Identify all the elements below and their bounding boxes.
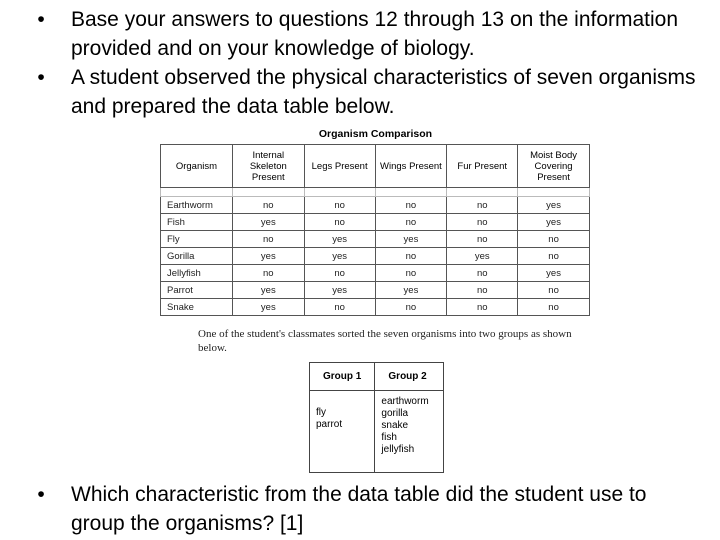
column-header: Internal Skeleton Present	[232, 145, 304, 188]
group-2-item: fish	[381, 432, 397, 443]
table-cell: no	[375, 248, 447, 265]
table-caption: Organism Comparison	[318, 128, 433, 140]
bullet-text: Base your answers to questions 12 through 13 on the information provided and on your knowledge of biology.	[71, 8, 679, 60]
organism-name-cell: Fly	[161, 231, 233, 248]
table-cell: yes	[304, 231, 375, 248]
group-2-cell	[375, 391, 444, 473]
group-2-header: Group 2	[375, 363, 444, 391]
table-cell: no	[447, 282, 518, 299]
group-2-item: snake	[381, 420, 409, 431]
table-cell: no	[304, 265, 375, 282]
table-cell: yes	[232, 282, 304, 299]
table-cell: yes	[518, 265, 590, 282]
table-cell: no	[518, 299, 590, 316]
table-row	[161, 231, 590, 248]
question-text: Which characteristic from the data table did the student use to group the organisms? [1]	[71, 483, 647, 535]
table-cell: no	[447, 299, 518, 316]
table-cell: no	[375, 299, 447, 316]
group-1-header: Group 1	[310, 363, 375, 391]
classmate-note: One of the student's classmates sorted the seven organisms into two groups as shown below.	[198, 328, 572, 354]
table-cell: no	[447, 231, 518, 248]
table-cell: yes	[518, 214, 590, 231]
question-bullets	[0, 480, 720, 538]
table-row	[161, 214, 590, 231]
table-cell: yes	[304, 282, 375, 299]
bullet-item	[0, 5, 720, 63]
column-header: Fur Present	[447, 145, 518, 188]
column-header: Wings Present	[375, 145, 447, 188]
bullet-dot: •	[37, 8, 45, 31]
table-cell: yes	[304, 248, 375, 265]
table-cell: no	[304, 197, 375, 214]
table-cell: yes	[375, 282, 447, 299]
table-cell: no	[375, 214, 447, 231]
table-cell: no	[304, 299, 375, 316]
table-row	[161, 248, 590, 265]
group-1-item: parrot	[316, 419, 343, 430]
table-cell: no	[518, 248, 590, 265]
groups-body-row	[310, 391, 444, 473]
table-row	[161, 197, 590, 214]
table-cell: yes	[518, 197, 590, 214]
organism-name-cell: Snake	[161, 299, 233, 316]
table-row	[161, 265, 590, 282]
table-cell: yes	[375, 231, 447, 248]
group-2-item: gorilla	[381, 408, 409, 419]
table-cell: yes	[232, 299, 304, 316]
group-2-item: earthworm	[381, 396, 429, 407]
organism-name-cell: Earthworm	[161, 197, 233, 214]
bullet-dot: •	[37, 66, 45, 89]
table-cell: no	[518, 231, 590, 248]
table-row	[161, 282, 590, 299]
group-2-item: jellyfish	[381, 444, 415, 455]
organism-name-cell: Jellyfish	[161, 265, 233, 282]
organism-name-cell: Parrot	[161, 282, 233, 299]
table-cell: no	[232, 197, 304, 214]
group-1-cell	[310, 391, 375, 473]
table-cell: no	[232, 265, 304, 282]
organism-comparison-table	[160, 144, 590, 316]
groups-table	[309, 362, 444, 473]
column-header: Organism	[161, 145, 233, 188]
table-header-row	[161, 145, 590, 188]
groups-header-row	[310, 363, 444, 391]
intro-bullets	[0, 5, 720, 121]
bullet-item	[0, 480, 720, 538]
column-header: Legs Present	[304, 145, 375, 188]
column-header: Moist Body Covering Present	[518, 145, 590, 188]
table-cell: no	[375, 265, 447, 282]
table-cell: yes	[232, 248, 304, 265]
table-row	[161, 299, 590, 316]
table-cell: no	[304, 214, 375, 231]
table-cell: no	[447, 197, 518, 214]
organism-name-cell: Gorilla	[161, 248, 233, 265]
bullet-item	[0, 63, 720, 121]
table-cell: yes	[232, 214, 304, 231]
table-cell: no	[447, 214, 518, 231]
table-cell: yes	[447, 248, 518, 265]
group-1-item: fly	[316, 407, 326, 418]
table-spacer-row	[161, 188, 590, 197]
table-cell: no	[447, 265, 518, 282]
organism-name-cell: Fish	[161, 214, 233, 231]
table-cell: no	[518, 282, 590, 299]
table-cell: no	[232, 231, 304, 248]
bullet-text: A student observed the physical characteristics of seven organisms and prepared the data table below.	[71, 66, 696, 118]
table-cell: no	[375, 197, 447, 214]
bullet-dot: •	[37, 483, 45, 506]
